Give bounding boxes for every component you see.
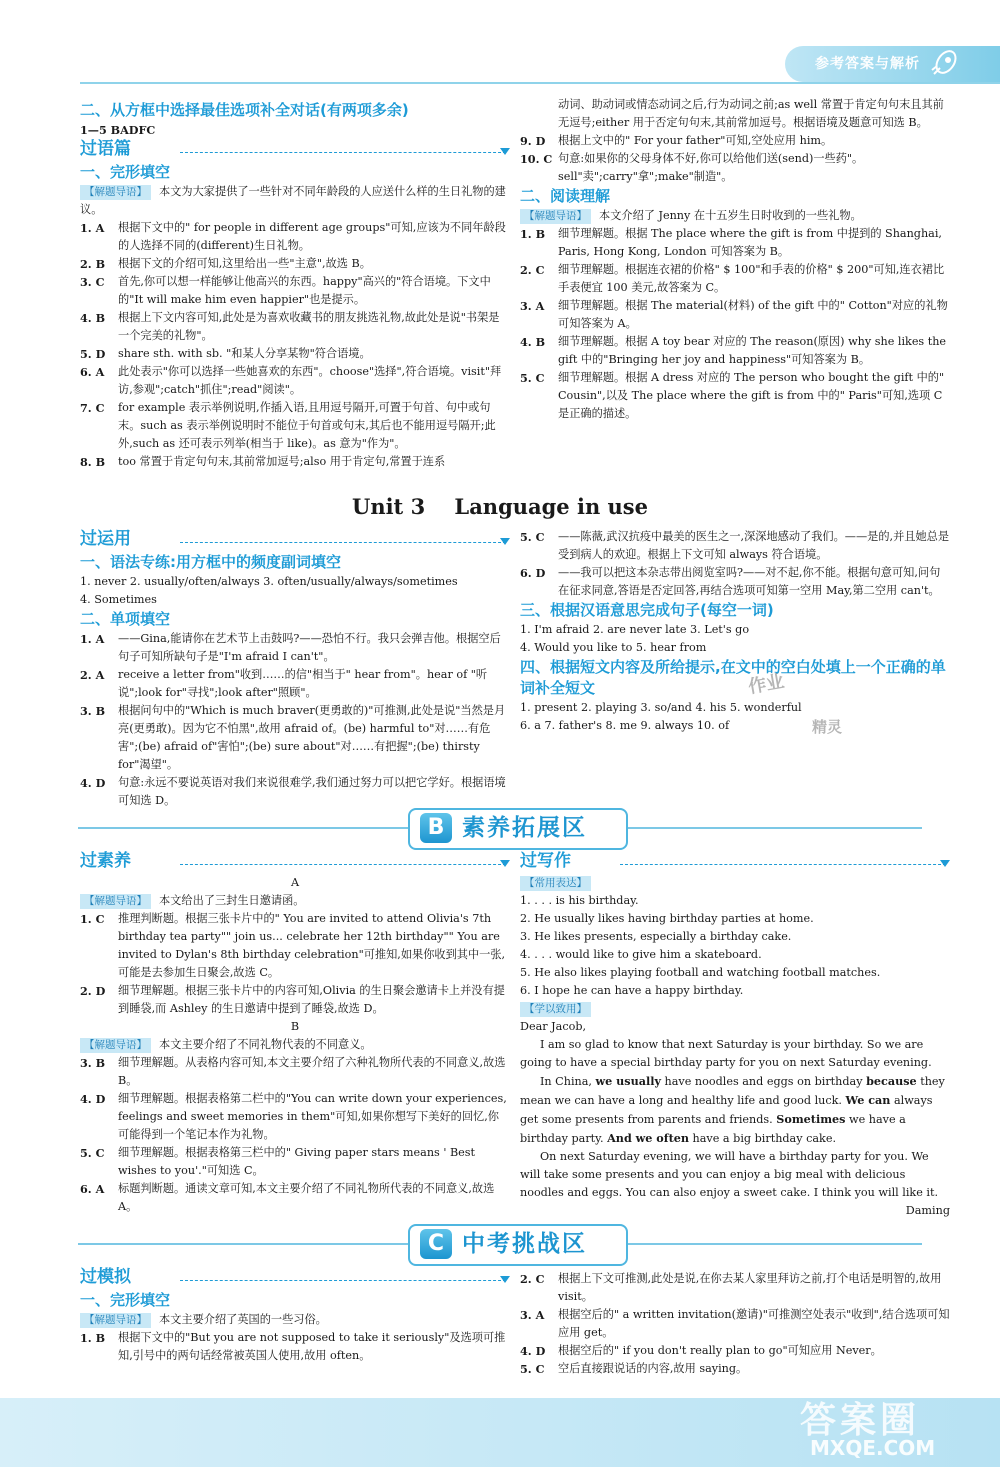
expression-line: 5. He also likes playing football and watching football matches. — [520, 966, 881, 979]
arrow-down-icon — [500, 860, 510, 867]
passage-label: A — [290, 876, 300, 889]
section-title: 一、完形填空 — [80, 1291, 171, 1309]
guide-tag: 【解题导语】 — [80, 1313, 151, 1328]
section-heading: 过素养 — [80, 851, 131, 871]
answer-line: 6. a 7. father's 8. me 9. always 10. of — [520, 719, 730, 732]
guide — [520, 207, 950, 225]
letter-paragraph: On next Saturday evening, we will have a birthday party for you. We will take some presents and you can enjoy a big meal with delicious noodles and eggs. You can also enjoy a sweet cake. I think you will like it. — [520, 1150, 939, 1199]
answer-item: 9. D 根据上文中的" For your father"可知,空处应用 him。 — [520, 134, 833, 148]
section-title: 二、阅读理解 — [520, 187, 611, 205]
expression-tag: 【常用表达】 — [520, 874, 950, 892]
zone-c-banner — [0, 1222, 1000, 1264]
answer-item: 3. A 根据空后的" a written invitation(邀请)"可推测空处表示"收到",结合选项可知应用 get。 — [520, 1308, 950, 1339]
section-bar-guoyun — [80, 530, 510, 552]
header-rule — [80, 82, 1000, 84]
answer-item: 3. A 细节理解题。根据 The material(材料) of the gift 中的" Cotton"对应的礼物可知答案为 A。 — [520, 299, 948, 330]
answer-item: 2. B 根据下文的介绍可知,这里给出一些"主意",故选 B。 — [80, 257, 371, 271]
answer-item: 4. D 句意:永远不要说英语对我们来说很难学,我们通过努力可以把它学好。根据语境可知选 D。 — [80, 776, 506, 807]
arrow-down-icon — [500, 1276, 510, 1283]
left-top-column — [80, 100, 510, 471]
continued-text: 动词、助动词或情态动词之后,行为动词之前;as well 常置于肯定句句末且其前无逗号;either 用于否定句句末,其前常加逗号。根据语境及题意可知选 B。 — [558, 98, 944, 129]
zone-letter: C — [420, 1229, 452, 1259]
guide-text: 本文给出了三封生日邀请函。 — [159, 894, 305, 907]
dashed-rule — [180, 1280, 506, 1281]
section-heading: 过语篇 — [80, 139, 131, 159]
answer-item: 5. C 细节理解题。根据表格第三栏中的" Giving paper stars means ' Best wishes to you'."可知选 C。 — [80, 1146, 476, 1177]
right-mid-column — [520, 528, 950, 735]
answer-item: 4. B 细节理解题。根据 A toy bear 对应的 The reason(原因) why she likes the gift 中的"Bringing her joy and happiness"可知答案为 B。 — [520, 335, 947, 366]
guide — [80, 1036, 510, 1054]
section-title: 二、从方框中选择最佳选项补全对话(有两项多余) — [80, 101, 409, 119]
answer-item: 6. A 此处表示"你可以选择一些她喜欢的东西"。choose"选择",符合语境。visit"拜访,参观";catch"抓住";read"阅读"。 — [80, 365, 502, 396]
answer-item: 6. D ——我可以把这本杂志带出阅览室吗?——对不起,你不能。根据句意可知,问句在征求同意,答语是否定回答,再结合选项可知第一空用 May,第二空用 can't。 — [520, 566, 941, 597]
answer-item: 5. C ——陈薇,武汉抗疫中最美的医生之一,深深地感动了我们。——是的,并且她总是受到病人的欢迎。根据上下文可知 always 符合语境。 — [520, 530, 950, 561]
guide — [80, 892, 510, 910]
answer-line: 1—5 BADFC — [80, 123, 156, 137]
passage-label: B — [290, 1020, 300, 1033]
zone-title: 素养拓展区 — [462, 815, 587, 841]
unit-title: Unit 3 Language in use — [352, 494, 648, 519]
answer-item: 3. B 细节理解题。从表格内容可知,本文主要介绍了六种礼物所代表的不同意义,故选 B。 — [80, 1056, 506, 1087]
section-bar-guosuyang — [80, 852, 510, 874]
answer-item: 4. D 细节理解题。根据表格第二栏中的"You can write down your experiences, feelings and sweet memories in them"可知,如果你想写下美好的回忆,你可能得到一个笔记本作为礼物。 — [80, 1092, 507, 1141]
letter-paragraph: In China, we usually have noodles and eggs on birthday because they mean we can have a long and healthy life and good luck. We can always get some presents from parents and friends. Sometimes we have a birthday party. And we often have a big birthday cake. — [520, 1074, 945, 1145]
answer-item: 7. C for example 表示举例说明,作插入语,且用逗号隔开,可置于句首、句中或句末。such as 表示举例说明时不能位于句首或句末,其后也不能用逗号隔开;此外,such as 还可表示列举(相当于 like)。as 意为"作为"。 — [80, 401, 496, 450]
right-top-column — [520, 96, 950, 423]
dashed-rule — [180, 864, 506, 865]
watermark-bottom: 答案圈 — [800, 1400, 921, 1441]
right-b-column — [520, 852, 950, 1220]
guide-text: 本文主要介绍了不同礼物代表的不同意义。 — [159, 1038, 372, 1051]
dashed-rule — [180, 152, 506, 153]
section-bar-guomoni — [80, 1268, 510, 1290]
answer-line: 1. I'm afraid 2. are never late 3. Let's go — [520, 623, 750, 636]
practice-tag: 【学以致用】 — [520, 1000, 950, 1018]
answer-item: 5. C 细节理解题。根据 A dress 对应的 The person who bought the gift 中的" Cousin",以及 The place where the gift is from 中的" Paris"可知,选项 C 是正确的描述。 — [520, 371, 945, 420]
header-title: 参考答案与解析 — [815, 56, 920, 72]
expression-line: 2. He usually likes having birthday parties at home. — [520, 912, 814, 925]
section-title: 二、单项填空 — [80, 610, 171, 628]
letter-paragraph: I am so glad to know that next Saturday is your birthday. So we are going to have a special birthday party for you on next Saturday evening. — [520, 1038, 932, 1069]
answer-list — [80, 219, 510, 471]
answer-item: 1. B 细节理解题。根据 The place where the gift is from 中提到的 Shanghai, Paris, Hong Kong, London 可知答案为 B。 — [520, 227, 942, 258]
section-heading: 过模拟 — [80, 1267, 131, 1287]
section-heading: 过写作 — [520, 851, 571, 871]
answer-line: 4. Would you like to 5. hear from — [520, 641, 707, 654]
watermark-top: 作业 — [746, 671, 786, 698]
answer-item: 5. D share sth. with sb. "和某人分享某物"符合语境。 — [80, 347, 371, 361]
section-title: 一、语法专练:用方框中的频度副词填空 — [80, 553, 342, 571]
guide — [80, 183, 510, 219]
expression-line: 6. I hope he can have a happy birthday. — [520, 984, 744, 997]
arrow-down-icon — [940, 860, 950, 867]
dashed-rule — [180, 542, 506, 543]
answer-item: 1. A ——Gina,能请你在艺术节上击鼓吗?——恐怕不行。我只会弹吉他。根据空后句子可知所缺句子是"I'm afraid I can't"。 — [80, 632, 501, 663]
answer-item: 1. A 根据下文中的" for people in different age groups"可知,应该为不同年龄段的人选择不同的(different)生日礼物。 — [80, 221, 506, 252]
rocket-icon — [928, 48, 962, 80]
answer-item: 8. B too 常置于肯定句句末,其前常加逗号;also 用于肯定句,常置于连系 — [80, 455, 446, 469]
section-bar-guoyu — [80, 140, 510, 162]
watermark-url: MXQE.COM — [810, 1436, 936, 1460]
guide-text: 本文主要介绍了英国的一些习俗。 — [159, 1313, 327, 1326]
answer-item: 4. B 根据上下文内容可知,此处是为喜欢收藏书的朋友挑选礼物,故此处是说"书架是一个完美的礼物"。 — [80, 311, 500, 342]
answer-line: 1. present 2. playing 3. so/and 4. his 5. wonderful — [520, 701, 802, 714]
answer-item: 1. B 根据下文中的"But you are not supposed to take it seriously"及选项可推知,引号中的两句话经常被英国人使用,故用 often。 — [80, 1331, 506, 1362]
answer-line: 4. Sometimes — [80, 593, 157, 606]
guide-text: 本文介绍了 Jenny 在十五岁生日时收到的一些礼物。 — [599, 209, 862, 222]
section-title: 三、根据汉语意思完成句子(每空一词) — [520, 601, 774, 619]
answer-item: 5. C 空后直接跟说话的内容,故用 saying。 — [520, 1362, 748, 1376]
guide — [80, 1311, 510, 1329]
answer-item: 1. C 推理判断题。根据三张卡片中的" You are invited to attend Olivia's 7th birthday tea party"" join us... celebrate her 12th birthday"" You are invited to Dylan's 8th birthday celebration"可推知,如果你收到其中一张,可能是去参加生日聚会,故选 C。 — [80, 912, 506, 979]
zone-b-banner — [0, 806, 1000, 848]
section-bar-guoxiezuo — [520, 852, 950, 874]
letter-greeting: Dear Jacob, — [520, 1020, 587, 1033]
arrow-down-icon — [500, 538, 510, 545]
expression-line: 1. . . . is his birthday. — [520, 894, 639, 907]
answer-item: 2. A receive a letter from"收到……的信"相当于" hear from"。hear of "听说";look for"寻找";look after"照顾"。 — [80, 668, 488, 699]
answer-item: 2. C 根据上下文可推测,此处是说,在你去某人家里拜访之前,打个电话是明智的,故用 visit。 — [520, 1272, 942, 1303]
guide-tag: 【解题导语】 — [80, 185, 151, 200]
watermark-mid: 精灵 — [812, 718, 843, 736]
zone-letter: B — [420, 813, 452, 843]
answer-item: 6. A 标题判断题。通读文章可知,本文主要介绍了不同礼物所代表的不同意义,故选 A。 — [80, 1182, 495, 1213]
left-b-column — [80, 852, 510, 1216]
section-heading: 过运用 — [80, 529, 131, 549]
section-title: 四、根据短文内容及所给提示,在文中的空白处填上一个正确的单词补全短文 — [520, 658, 946, 697]
banner-box — [408, 1224, 628, 1266]
right-c-column — [520, 1270, 950, 1378]
answer-item: 10. C 句意:如果你的父母身体不好,你可以给他们送(send)一些药"。sell"卖";carry"拿";make"制造"。 — [520, 152, 864, 183]
answer-item: 2. D 细节理解题。根据三张卡片中的内容可知,Olivia 的生日聚会邀请卡上并没有提到睡袋,而 Ashley 的生日邀请中提到了睡袋,故选 D。 — [80, 984, 505, 1015]
letter-signature: Daming — [905, 1204, 950, 1217]
answer-item: 4. D 根据空后的" if you don't really plan to go"可知应用 Never。 — [520, 1344, 882, 1358]
arrow-down-icon — [500, 148, 510, 155]
dashed-rule — [620, 864, 946, 865]
zone-title: 中考挑战区 — [462, 1231, 587, 1257]
expression-line: 4. . . . would like to give him a skateboard. — [520, 948, 762, 961]
guide-tag: 【解题导语】 — [80, 1038, 151, 1053]
guide-text: 本文为大家提供了一些针对不同年龄段的人应送什么样的生日礼物的建议。 — [80, 185, 506, 216]
answer-line: 1. never 2. usually/often/always 3. often/usually/always/sometimes — [80, 575, 458, 588]
guide-tag: 【解题导语】 — [520, 209, 591, 224]
left-c-column — [80, 1268, 510, 1365]
guide-tag: 【解题导语】 — [80, 894, 151, 909]
answer-item: 3. B 根据问句中的"Which is much braver(更勇敢的)"可推测,此处是说"当然是月亮(更勇敢)。因为它不怕黑",故用 afraid of。(be) harmful to"对……有危害";(be) afraid of"害怕";(be) sure about"对……有把握";(be) thirsty for"渴望"。 — [80, 704, 506, 771]
left-mid-column — [80, 530, 510, 810]
answer-item: 3. C 首先,你可以想一样能够让他高兴的东西。happy"高兴的"符合语境。下文中的"It will make him even happier"也是提示。 — [80, 275, 491, 306]
section-title: 一、完形填空 — [80, 163, 171, 181]
banner-box — [408, 808, 628, 850]
answer-item: 2. C 细节理解题。根据连衣裙的价格" $ 100"和手表的价格" $ 200"可知,连衣裙比手表便宜 100 美元,故答案为 C。 — [520, 263, 945, 294]
expression-line: 3. He likes presents, especially a birthday cake. — [520, 930, 792, 943]
